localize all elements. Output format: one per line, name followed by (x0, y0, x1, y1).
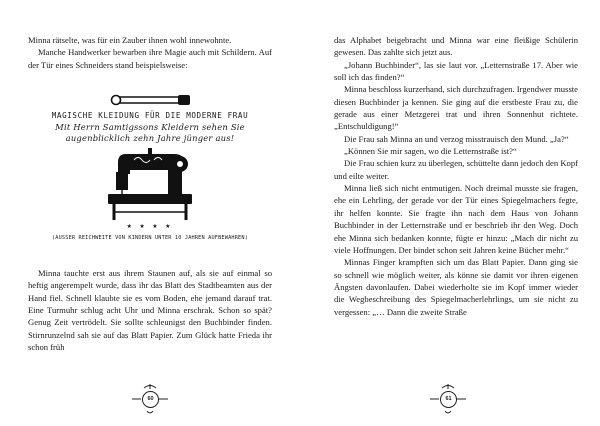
paragraph: „Johann Buchbinder“, las sie laut vor. „Letternstraße 17. Aber wie soll ich das finden?“ (334, 59, 578, 83)
sign-subtitle-line: Mit Herrn Samtigssons Kleidern sehen Sie (55, 122, 245, 132)
paragraph: Die Frau schien kurz zu überlegen, schüttelte dann jedoch den Kopf und eilte weiter. (334, 158, 578, 181)
left-bottom-text (28, 267, 272, 353)
paragraph: das Alphabet beigebracht und Minna war eine fleißige Schülerin gewesen. Das zahlte sich jetzt aus. (334, 35, 578, 58)
paragraph: Minna beschloss kurzerhand, sich durchzufragen. Irgendwer musste diesen Buchbinder ja kennen. Sie ging auf die erstbeste Frau zu, die gerade aus einer Metzgerei trat und ihren Sonnenhut richtete. „Entschuldigung!“ (334, 84, 578, 132)
left-top-text (28, 34, 272, 71)
sign-subtitle-line: augenblicklich zehn Jahre jünger aus! (65, 133, 235, 143)
page-number-label: 60 (142, 391, 159, 408)
page-number-label: 61 (440, 391, 457, 408)
tailor-sign (28, 92, 272, 242)
sign-stars: ★ ★ ★ ★ (126, 224, 174, 230)
paragraph: Minnas Finger krampften sich um das Blatt Papier. Dann ging sie so schnell wie möglich weiter, als könne sie damit vor ihren eigenen Ängsten davonlaufen. Dabei wiederholte sie im Kopf immer wieder die Wegbeschreibung des Spiegelmacherlehrlings, um sie nicht zu vergessen: „… Dann die zweite Straße (334, 257, 578, 317)
sign-title: MAGISCHE KLEIDUNG FÜR DIE MODERNE FRAU (51, 111, 249, 120)
page-number (130, 384, 170, 414)
safety-pin-icon (108, 92, 192, 108)
sewing-machine-icon (104, 144, 196, 222)
right-page (300, 0, 600, 426)
paragraph: Minna ließ sich nicht entmutigen. Noch dreimal musste sie fragen, ehe ein Lehrling, der gerade vor der Tür eines Spiegelmachers fegte, ihr helfen konnte. Sie fragte ihn nach dem Haus von Johann Buchbinder in der Letternstraße und er beschrieb ihr den Weg. Doch ehe Minna sich bedanken konnte, fügte er hinzu: „Mach dir nicht zu viele Hoffnungen. Der bindet schon seit Jahren keine Bücher mehr.“ (334, 183, 578, 255)
paragraph: Minna rätselte, was für ein Zauber ihnen wohl innewohnte. (28, 35, 232, 45)
paragraph: Minna tauchte erst aus ihrem Staunen auf, als sie auf einmal so heftig angerempelt wurde, dass ihr das Blatt des Stadtbeamten aus der Hand fiel. Schnell klaubte sie es vom Boden, ehe jemand darauf trat. Eine Turmuhr schlug acht Uhr und Minna erschrak. Schon so spät? Genug Zeit vertrödelt. Sie sollte schleunigst den Buchbinder finden. Stirnrunzelnd sah sie auf das Blatt Papier. Zum Glück hatte Frieda ihr schon früh (28, 268, 272, 353)
sign-footnote: (AUSSER REICHWEITE VON KINDERN UNTER 10 JAHREN AUFBEWAHREN) (51, 235, 249, 241)
paragraph: Manche Handwerker bewarben ihre Magie auch mit Schildern. Auf der Tür eines Schneiders stand beispielsweise: (28, 47, 272, 70)
paragraph: Die Frau sah Minna an und verzog misstrauisch den Mund. „Ja?“ (344, 133, 569, 144)
sign-subtitle (28, 122, 272, 144)
right-text (334, 34, 578, 318)
paragraph: „Können Sie mir sagen, wo die Letternstraße ist?“ (344, 146, 517, 157)
page-number (428, 384, 468, 414)
